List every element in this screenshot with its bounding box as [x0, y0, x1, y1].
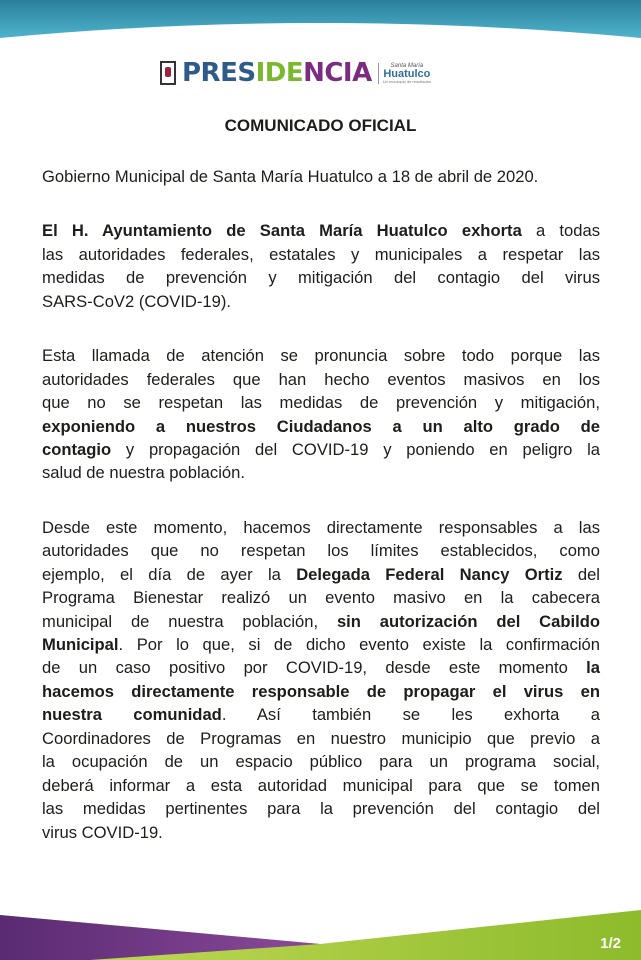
logo-part: IDE — [255, 58, 304, 88]
bold-text: sin autorización del Cabildo — [336, 611, 600, 631]
text: virus COVID-19. — [42, 822, 163, 842]
text-line — [42, 656, 600, 679]
text-line — [42, 243, 600, 266]
text-line — [42, 821, 600, 844]
page-number: 1/2 — [600, 935, 621, 952]
text-line — [42, 165, 600, 188]
text-line — [42, 391, 600, 414]
text-line — [42, 438, 600, 461]
paragraph — [42, 344, 600, 485]
text: y propagación del COVID-19 y poniendo en peligro la — [111, 439, 600, 459]
text: SARS-CoV2 (COVID-19). — [42, 291, 232, 311]
presidencia-logo — [160, 58, 431, 88]
text: Desde este momento, hacemos directamente responsables a las — [42, 517, 600, 537]
text-line — [42, 344, 600, 367]
text: autoridades federales que han hecho eventos masivos en los — [42, 369, 600, 389]
paragraph — [42, 165, 600, 188]
text: las autoridades federales, estatales y municipales a respetar las — [42, 244, 600, 264]
text-line — [42, 703, 600, 726]
text-line — [42, 750, 600, 773]
bold-text: nuestra comunidad — [42, 705, 222, 725]
logo-main: Huatulco — [383, 67, 431, 80]
text: Esta llamada de atención se pronuncia sobre todo porque las — [42, 346, 600, 366]
header-band — [0, 0, 641, 40]
municipal-seal-icon — [160, 61, 176, 85]
text-line — [42, 586, 600, 609]
text: ejemplo, el día de ayer la — [42, 564, 297, 584]
text: Programa Bienestar realizó un evento masivo en la cabecera — [42, 588, 600, 608]
logo-tagline: Un municipio de resultados — [382, 78, 431, 84]
text-line — [42, 415, 600, 438]
text-line — [42, 219, 600, 242]
text: las medidas pertinentes para la prevención del contagio del — [42, 799, 600, 819]
document-title: COMUNICADO OFICIAL — [224, 116, 417, 135]
text: salud de nuestra población. — [42, 463, 245, 483]
text: deberá informar a esta autoridad municipal para que se tomen — [42, 775, 600, 795]
text: municipal de nuestra población, — [42, 611, 337, 631]
text: Coordinadores de Programas en nuestro municipio que previo a — [42, 728, 600, 748]
text-line — [42, 774, 600, 797]
logo-part: NCIA — [303, 58, 372, 88]
bold-text: Delegada Federal Nancy Ortiz — [296, 564, 563, 584]
text-line — [42, 797, 600, 820]
bold-text: hacemos directamente responsable de propagar el virus en — [42, 681, 600, 701]
logo-wordmark — [182, 58, 372, 88]
text-line — [42, 516, 600, 539]
bold-text: Municipal — [42, 635, 119, 654]
text: Gobierno Municipal de Santa María Huatulco a 18 de abril de 2020. — [42, 167, 539, 186]
text: la ocupación de un espacio público para un programa social, — [42, 752, 600, 772]
bold-text: El H. Ayuntamiento de Santa María Huatulco exhorta — [42, 221, 522, 241]
footer-band — [0, 900, 641, 960]
text: . Así también se les exhorta a — [221, 705, 600, 725]
text-line — [42, 266, 600, 289]
logo-script: Santa María — [390, 62, 424, 69]
text-line — [42, 727, 600, 750]
text: . Por lo que, si de dicho evento existe la confirmación — [118, 635, 600, 654]
text-line — [42, 610, 600, 633]
text-line — [42, 539, 600, 562]
text-line — [42, 680, 600, 703]
text-line — [42, 633, 600, 656]
text-line — [42, 368, 600, 391]
text-line — [42, 290, 600, 313]
text-line — [42, 563, 600, 586]
text: autoridades que no respetan los límites establecidos, como — [42, 541, 600, 561]
text: a todas — [521, 221, 600, 241]
text: de un caso positivo por COVID-19, desde este momento — [42, 658, 587, 678]
text: del — [562, 564, 600, 584]
text: medidas de prevención y mitigación del contagio del virus — [42, 268, 600, 288]
paragraph — [42, 219, 600, 313]
logo-part: PRES — [182, 58, 256, 88]
document-body — [42, 165, 600, 875]
text-line — [42, 461, 600, 484]
paragraph — [42, 516, 600, 844]
bold-text: la — [586, 658, 600, 678]
bold-text: contagio — [42, 439, 112, 459]
bold-text: exponiendo a nuestros Ciudadanos a un alto grado de — [42, 416, 600, 436]
text: que no se respetan las medidas de prevención y mitigación, — [42, 393, 600, 413]
huatulco-logo — [378, 63, 431, 84]
